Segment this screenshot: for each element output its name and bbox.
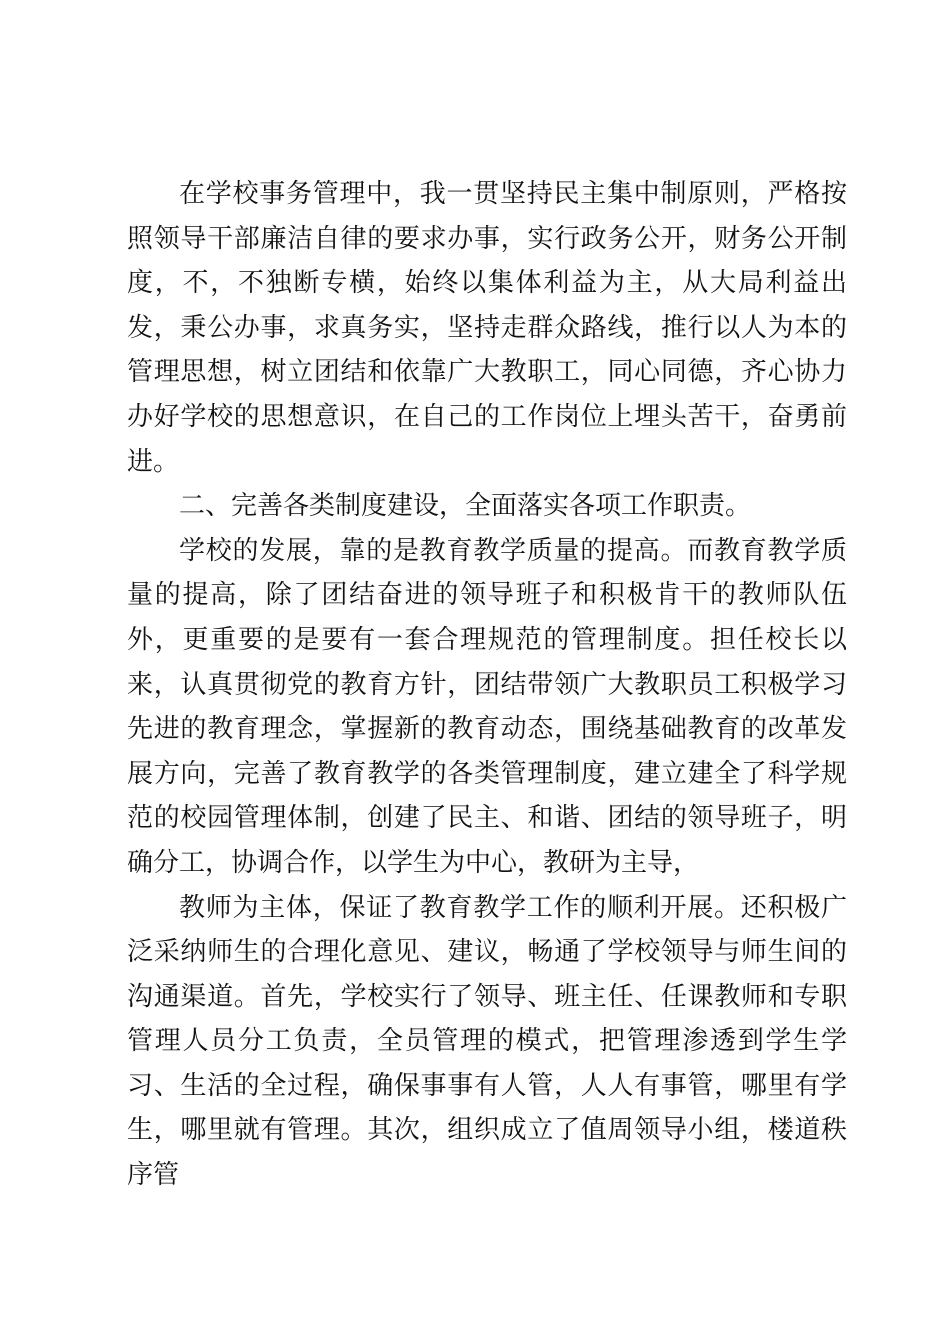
section-heading-system-construction: 二、完善各类制度建设，全面落实各项工作职责。 <box>179 491 752 522</box>
paragraph-school-affairs-management: 在学校事务管理中，我一贯坚持民主集中制原则，严格按照领导干部廉洁自律的要求办事，实行政务公开，财务公开制度，不，不独断专横，始终以集体利益为主，从大局利益出发，秉公办事，求真务实，坚持走群众路线，推行以人为本的管理思想，树立团结和依靠广大教职工，同心同德，齐心协力办好学校的思想意识，在自己的工作岗位上埋头苦干，奋勇前进。 <box>127 179 847 477</box>
document-body <box>127 172 847 1198</box>
paragraph-teachers-as-main-body: 教师为主体，保证了教育教学工作的顺利开展。还积极广泛采纳师生的合理化意见、建议，畅通了学校领导与师生间的沟通渠道。首先，学校实行了领导、班主任、任课教师和专职管理人员分工负责，全员管理的模式，把管理渗透到学生学习、生活的全过程，确保事事有人管，人人有事管，哪里有学生，哪里就有管理。其次，组织成立了值周领导小组，楼道秩序管 <box>127 892 847 1191</box>
paragraph-school-development: 学校的发展，靠的是教育教学质量的提高。而教育教学质量的提高，除了团结奋进的领导班子和积极肯干的教师队伍外，更重要的是要有一套合理规范的管理制度。担任校长以来，认真贯彻党的教育方针，团结带领广大教职员工积极学习先进的教育理念，掌握新的教育动态，围绕基础教育的改革发展方向，完善了教育教学的各类管理制度，建立建全了科学规范的校园管理体制，创建了民主、和谐、团结的领导班子，明确分工，协调合作，以学生为中心，教研为主导， <box>127 535 847 878</box>
